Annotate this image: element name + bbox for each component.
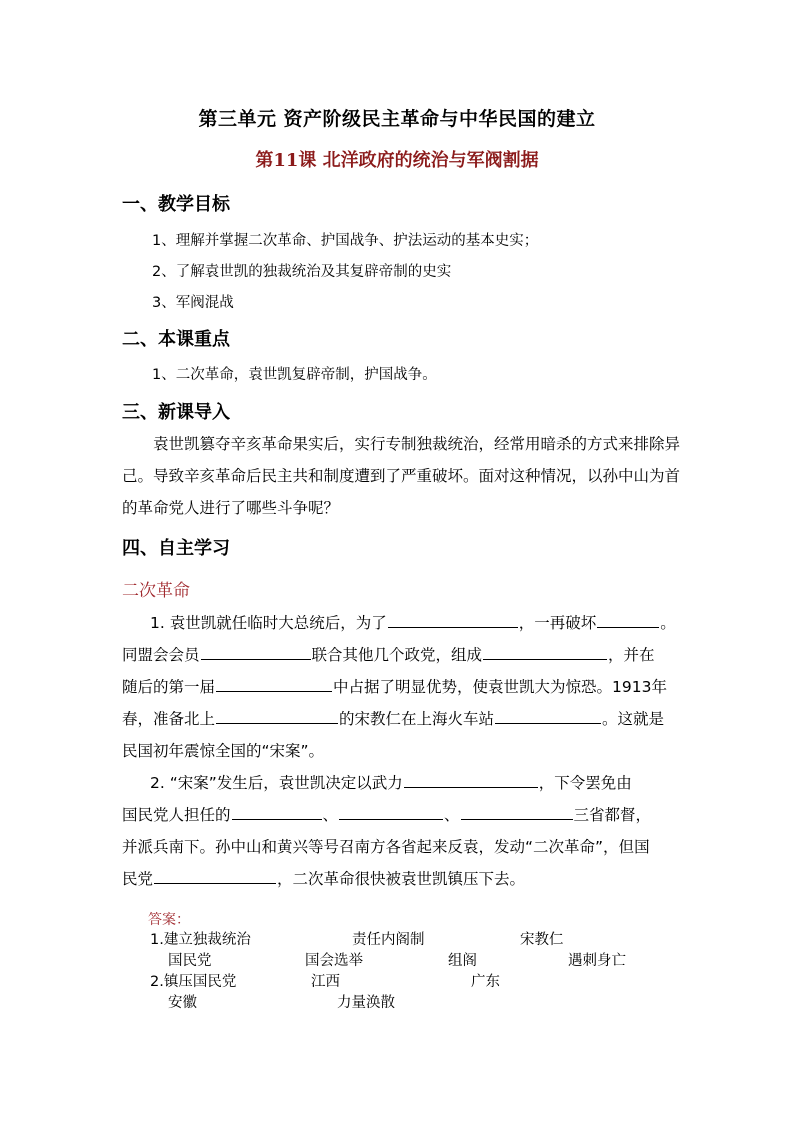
section-heading-objectives: 一、教学目标 bbox=[122, 194, 230, 215]
question-1-line-4 bbox=[122, 707, 664, 729]
answer-item: 国民党 bbox=[168, 953, 212, 969]
question-text: 的宋教仁在上海火车站 bbox=[339, 710, 495, 728]
answer-blank[interactable] bbox=[483, 643, 607, 660]
lesson-title: 第11课 北洋政府的统治与军阀割据 bbox=[255, 150, 539, 171]
question-text: ，一再破坏 bbox=[518, 614, 597, 632]
answer-item: 责任内阁制 bbox=[352, 932, 425, 948]
question-text: ，二次革命很快被袁世凯镇压下去。 bbox=[277, 870, 526, 888]
subheading-second-revolution: 二次革命 bbox=[122, 581, 190, 601]
answer-blank[interactable] bbox=[201, 643, 311, 660]
question-1-line-3 bbox=[122, 675, 667, 697]
answer-item: 1.建立独裁统治 bbox=[150, 932, 251, 948]
section-heading-introduction: 三、新课导入 bbox=[122, 402, 230, 423]
answer-blank[interactable] bbox=[339, 803, 443, 820]
objective-item: 2、了解袁世凯的独裁统治及其复辟帝制的史实 bbox=[152, 264, 452, 280]
question-2-line-3: 并派兵南下。孙中山和黄兴等号召南方各省起来反袁，发动“二次革命”，但国 bbox=[122, 838, 650, 856]
objective-item: 3、军阀混战 bbox=[152, 295, 234, 311]
unit-title: 第三单元 资产阶级民主革命与中华民国的建立 bbox=[198, 108, 596, 130]
question-text: ，并在 bbox=[608, 646, 655, 664]
section-heading-key-points: 二、本课重点 bbox=[122, 329, 230, 350]
question-2-line-4 bbox=[122, 867, 525, 889]
answer-blank[interactable] bbox=[461, 803, 573, 820]
answer-blank[interactable] bbox=[216, 707, 338, 724]
section-heading-self-study: 四、自主学习 bbox=[122, 538, 230, 559]
question-text: 1. 袁世凯就任临时大总统后，为了 bbox=[150, 614, 387, 632]
answer-item: 2.镇压国民党 bbox=[150, 974, 237, 990]
question-text: 、 bbox=[444, 806, 460, 824]
question-text: 、 bbox=[322, 806, 339, 824]
question-1-line-5: 民国初年震惊全国的“宋案”。 bbox=[122, 742, 325, 760]
answer-blank[interactable] bbox=[404, 771, 538, 788]
answer-item: 国会选举 bbox=[305, 953, 363, 969]
question-1-line-1 bbox=[150, 611, 676, 633]
answers-label: 答案： bbox=[148, 912, 190, 928]
answer-blank[interactable] bbox=[232, 803, 322, 820]
answer-item: 力量涣散 bbox=[337, 995, 395, 1011]
answer-blank[interactable] bbox=[388, 611, 518, 628]
answer-item: 宋教仁 bbox=[520, 932, 564, 948]
question-text: 联合其他几个政党，组成 bbox=[311, 646, 483, 664]
answer-item: 遇刺身亡 bbox=[568, 953, 626, 969]
answer-blank[interactable] bbox=[495, 707, 601, 724]
answer-blank[interactable] bbox=[216, 675, 332, 692]
question-text: 2. “宋案”发生后，袁世凯决定以武力 bbox=[150, 774, 403, 792]
question-text: 同盟会会员 bbox=[122, 646, 200, 664]
question-text: 国民党人担任的 bbox=[122, 806, 231, 824]
question-1-line-2 bbox=[122, 643, 655, 665]
question-text: ，下令罢免由 bbox=[538, 774, 632, 792]
question-text: 中占据了明显优势，使袁世凯大为惊恐。1913年 bbox=[333, 678, 667, 696]
answer-item: 江西 bbox=[311, 974, 340, 990]
introduction-paragraph: 袁世凯篡夺辛亥革命果实后，实行专制独裁统治，经常用暗杀的方式来排除异己。导致辛亥革命后民主共和制度遭到了严重破坏。面对这种情况，以孙中山为首的革命党人进行了哪些斗争呢？ bbox=[122, 435, 681, 517]
answer-item: 安徽 bbox=[168, 995, 197, 1011]
question-text: 随后的第一届 bbox=[122, 678, 216, 696]
answer-item: 组阁 bbox=[448, 953, 477, 969]
question-text: 。 bbox=[660, 614, 676, 632]
answer-item: 广东 bbox=[471, 974, 500, 990]
answer-blank[interactable] bbox=[154, 867, 276, 884]
question-text: 三省都督， bbox=[573, 806, 652, 824]
objective-item: 1、理解并掌握二次革命、护国战争、护法运动的基本史实； bbox=[152, 233, 539, 249]
question-text: 春，准备北上 bbox=[122, 710, 216, 728]
question-text: 。这就是 bbox=[602, 710, 665, 728]
answer-blank[interactable] bbox=[597, 611, 659, 628]
key-point-item: 1、二次革命，袁世凯复辟帝制，护国战争。 bbox=[152, 367, 437, 383]
question-2-line-1 bbox=[150, 771, 632, 793]
question-text: 民党 bbox=[122, 870, 154, 888]
question-2-line-2 bbox=[122, 803, 651, 825]
